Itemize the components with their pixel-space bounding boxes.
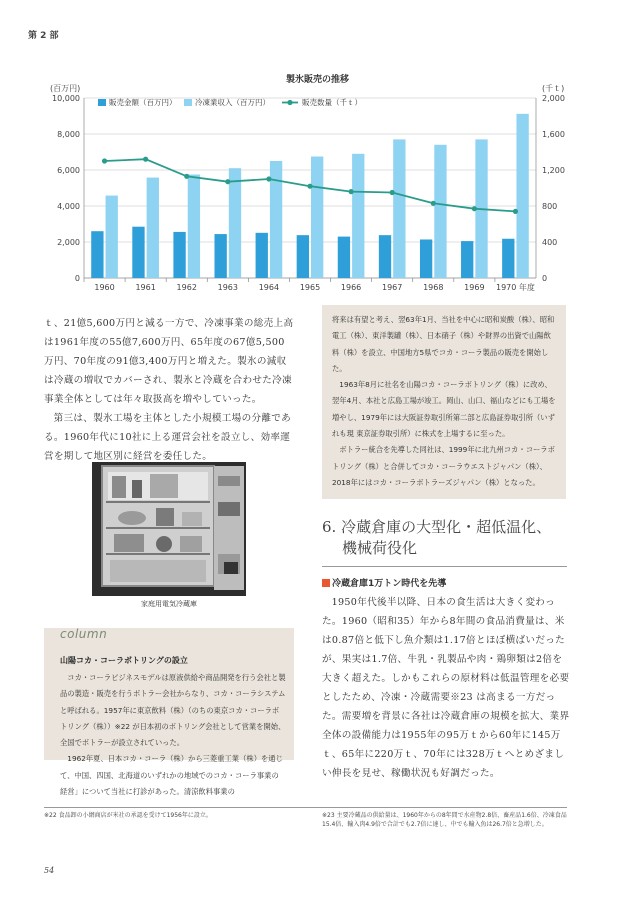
point-sales-volume	[266, 176, 271, 181]
legend-swatch	[98, 99, 106, 106]
column-body	[60, 670, 286, 800]
bar-sales-amount	[256, 233, 268, 278]
bar-refrigeration-income	[393, 139, 405, 278]
column-paragraph-2: 1962年夏、日本コカ・コーラ（株）から三菱重工業（株）を通じて、中国、四国、北海道のいずれかの地域でのコカ・コーラ事業の経営」について当社に打診があった。清涼飲料事業の	[60, 754, 283, 797]
subhead-square-icon	[322, 579, 330, 587]
column-label: column	[60, 627, 108, 641]
point-sales-volume	[102, 158, 107, 163]
x-tick-label: 1964	[258, 283, 280, 292]
bar-refrigeration-income	[147, 178, 159, 278]
point-sales-volume	[184, 174, 189, 179]
left-tick-label: 10,000	[52, 94, 80, 103]
bar-refrigeration-income	[516, 114, 528, 278]
point-sales-volume	[225, 179, 230, 184]
left-body-text	[44, 314, 294, 466]
bar-sales-amount	[297, 235, 309, 278]
ice-sales-chart	[0, 0, 635, 300]
left-tick-label: 6,000	[57, 166, 80, 175]
right-tick-label: 2,000	[542, 94, 565, 103]
right-tick-label: 800	[542, 202, 558, 211]
section-title-line-2: 機械荷役化	[342, 539, 418, 557]
chart-title: 製氷販売の推移	[285, 75, 349, 85]
x-tick-label: 1970 年度	[496, 283, 535, 292]
footnote-23: ※23 主要冷蔵品の供給量は、1960年からの8年間で水産物2.8倍、畜産品1.6倍、冷凍食品15.4倍、輸入肉4.9倍で合計でも2.7倍に達し、中でも輸入魚は26.7倍と急増した。	[322, 812, 567, 828]
box-paragraph-2: 1963年8月に社名を山陽コカ・コーラボトリング（株）に改め、翌年4月、本社と広島工場が竣工。岡山、山口、福山などにも工場を増やし、1979年には大阪証券取引所第二部と広島証券取引所（いずれも現 東京証券取引所）に株式を上場するに至った。	[332, 380, 556, 439]
bar-sales-amount	[91, 231, 103, 278]
legend-label: 販売金額（百万円）	[109, 98, 177, 107]
x-tick-label: 1963	[217, 283, 238, 292]
refrigerator-image	[92, 462, 246, 596]
bar-sales-amount	[132, 227, 144, 278]
bar-refrigeration-income	[352, 154, 364, 278]
bar-refrigeration-income	[270, 161, 282, 278]
box-paragraph-3: ボトラー統合を先導した同社は、1999年に北九州コカ・コーラボトリング（株）と合併してコカ・コーラウエストジャパン（株）、2018年にはコカ・コーラボトラーズジャパン（株）となった。	[332, 445, 555, 487]
subhead-text: 冷蔵倉庫1万トン時代を先導	[332, 579, 447, 589]
legend-label: 販売数量（千ｔ）	[302, 98, 362, 107]
point-sales-volume	[143, 157, 148, 162]
left-paragraph-1: ｔ、21億5,600万円と減る一方で、冷凍事業の総売上高は1961年度の55億7,600万円、65年度の67億5,500万円、70年度の91億3,400万円と増えた。製氷の減収は冷蔵の増収でカバーされ、製氷と冷蔵を合わせた冷凍事業全体としては年々取扱高を増やしていった。	[44, 318, 294, 405]
point-sales-volume	[348, 189, 353, 194]
bar-refrigeration-income	[311, 157, 323, 279]
bar-sales-amount	[173, 232, 185, 278]
right-tick-label: 400	[542, 238, 558, 247]
left-tick-label: 0	[74, 274, 80, 283]
section-rule	[322, 566, 567, 567]
bar-sales-amount	[338, 237, 350, 278]
x-tick-label: 1962	[176, 283, 197, 292]
x-tick-label: 1968	[423, 283, 444, 292]
right-tick-label: 1,600	[542, 130, 565, 139]
column-paragraph-1: コカ・コーラビジネスモデルは原液供給や商品開発を行う会社と製品の製造・販売を行うボトラー会社からなり、コカ・コーラシステムと呼ばれる。1957年に東京飲料（株）（のちの東京コカ・コーラボトリング（株））※22 が日本初のボトリング会社として営業を開始、全国でボトラーが設立されていった。	[60, 673, 286, 748]
right-body-text	[322, 593, 572, 783]
bar-refrigeration-income	[434, 145, 446, 278]
point-sales-volume	[431, 201, 436, 206]
footnote-rule	[44, 807, 567, 808]
x-tick-label: 1961	[135, 283, 156, 292]
left-axis-unit: (百万円)	[50, 84, 81, 93]
right-tick-label: 0	[542, 274, 548, 283]
x-tick-label: 1969	[464, 283, 485, 292]
section-title-line-1: 6. 冷蔵倉庫の大型化・超低温化、	[322, 518, 552, 536]
point-sales-volume	[472, 206, 477, 211]
bar-refrigeration-income	[229, 168, 241, 278]
point-sales-volume	[390, 190, 395, 195]
part-header: 第 2 部	[28, 31, 59, 41]
page-number: 54	[44, 866, 55, 875]
bar-sales-amount	[214, 234, 226, 278]
column-continuation-text	[332, 312, 558, 491]
right-paragraph-1: 1950年代後半以降、日本の食生活は大きく変わった。1960（昭和35）年から8年間の食品消費量は、米は0.87倍と低下し魚介類は1.17倍とほぼ横ばいだったが、果実は1.7倍、牛乳・乳製品や肉・鶏卵類は2倍を大きく超えた。しかもこれらの原材料は低温管理を必要としたため、冷凍・冷蔵需要※23 は高まる一方だった。需要増を背景に各社は冷蔵倉庫の規模を拡大、業界全体の設備能力は1955年の95万ｔから60年に145万ｔ、65年に220万ｔ、70年には328万ｔへとめざましい伸長を見せ、稼働状況も好調だった。	[322, 597, 570, 779]
right-tick-label: 1,200	[542, 166, 565, 175]
left-tick-label: 2,000	[57, 238, 80, 247]
legend-label: 冷凍業収入（百万円）	[195, 98, 270, 107]
bar-sales-amount	[379, 235, 391, 278]
legend-line-marker	[287, 100, 292, 105]
legend-swatch	[184, 99, 192, 106]
left-tick-label: 4,000	[57, 202, 80, 211]
section-title	[322, 517, 572, 559]
bar-refrigeration-income	[106, 196, 118, 278]
photo-caption: 家庭用電気冷蔵庫	[141, 600, 197, 608]
left-paragraph-2: 第三は、製氷工場を主体とした小規模工場の分離である。1960年代に10社に上る運営会社を設立し、効率運営を期して地区別に経営を委任した。	[44, 413, 292, 462]
x-tick-label: 1960	[94, 283, 115, 292]
point-sales-volume	[307, 184, 312, 189]
x-tick-label: 1967	[382, 283, 403, 292]
x-tick-label: 1965	[299, 283, 321, 292]
column-title: 山陽コカ・コーラボトリングの設立	[60, 656, 188, 665]
bar-sales-amount	[420, 239, 432, 278]
point-sales-volume	[513, 209, 518, 214]
bar-sales-amount	[502, 239, 514, 278]
footnote-22: ※22 食品卸の小網商店が米社の承認を受けて1956年に設立。	[44, 812, 212, 819]
bar-refrigeration-income	[188, 175, 200, 279]
box-paragraph-1: 将来は有望と考え、翌63年1月、当社を中心に昭和炭酸（株）、昭和電工（株）、東洋製罐（株）、日本硝子（株）や財界の出資で山陽飲料（株）を設立、中国地方5県でコカ・コーラ製品の販売を開始した。	[332, 315, 555, 373]
subhead	[322, 576, 446, 589]
refrigerator-photo	[92, 462, 246, 596]
left-tick-label: 8,000	[57, 130, 80, 139]
x-tick-label: 1966	[340, 283, 362, 292]
right-axis-unit: (千ｔ)	[542, 84, 565, 93]
bar-sales-amount	[461, 241, 473, 278]
